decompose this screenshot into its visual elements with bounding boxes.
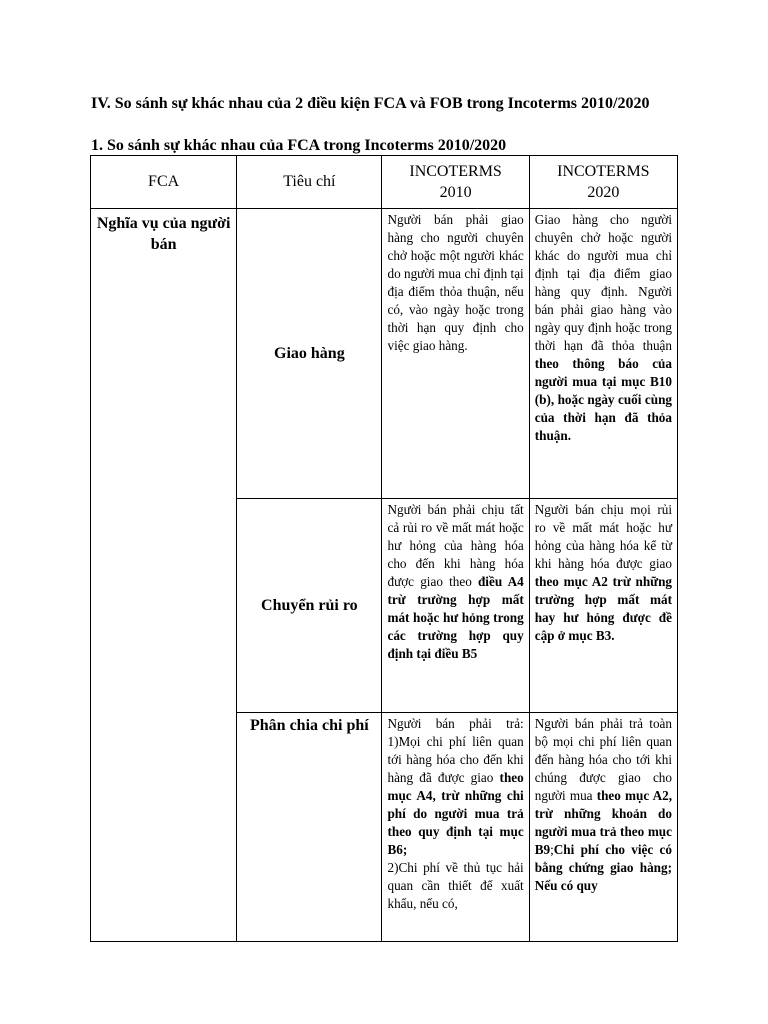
table-row <box>91 209 678 499</box>
cost-2020-separator: ; <box>550 842 554 857</box>
header-fca: FCA <box>91 156 237 209</box>
header-2020-line2: 2020 <box>587 184 620 201</box>
delivery-2020-plain: Giao hàng cho người chuyên chở hoặc người khác do người mua chỉ định tại địa điểm giao hàng quy định. Người bán phải giao hàng vào ngày quy định hoặc trong thời hạn đã thỏa thuận <box>534 212 672 353</box>
risk-2020-text <box>529 499 677 713</box>
cost-2020-bold-2: Chi phí cho việc có bằng chứng giao hàng; Nếu có quy <box>534 842 672 893</box>
risk-2010-bold: điều A4 trừ trường hợp mất mát hoặc hư hỏng trong các trường hợp quy định tại điều B5 <box>387 574 524 661</box>
criterion-delivery: Giao hàng <box>237 209 382 499</box>
delivery-2020-text <box>529 209 677 499</box>
header-2010-line2: 2010 <box>439 184 472 201</box>
section-heading: IV. So sánh sự khác nhau của 2 điều kiện FCA và FOB trong Incoterms 2010/2020 <box>91 95 650 112</box>
cost-2020-bold-1: theo mục A2, trừ những khoản do người mua trả theo mục B9 <box>534 788 672 857</box>
delivery-2020-bold: theo thông báo của người mua tại mục B10 (b), hoặc ngày cuối cùng của thời hạn đã thỏa thuận. <box>534 356 672 443</box>
risk-2010-text <box>382 499 529 713</box>
delivery-2010-text: Người bán phải giao hàng cho người chuyên chở hoặc một người khác do người mua chỉ định tại địa điểm thỏa thuận, nếu có, vào ngày hoặc trong thời hạn quy định cho việc giao hàng. <box>382 209 529 499</box>
cost-2010-p1-plain: Người bán phải trả: 1)Mọi chi phí liên quan tới hàng hóa cho đến khi hàng đã được giao <box>387 716 524 785</box>
criterion-cost-allocation: Phân chia chi phí <box>237 713 382 942</box>
seller-obligations-label: Nghĩa vụ của người bán <box>91 209 237 942</box>
cost-2020-plain: Người bán phải trả toàn bộ mọi chi phí liên quan đến hàng hóa cho tới khi chúng được giao cho người mua <box>534 716 672 803</box>
risk-2010-plain: Người bán phải chịu tất cả rủi ro về mất mát hoặc hư hỏng của hàng hóa cho đến khi hàng hóa được giao theo <box>387 502 524 589</box>
header-criteria: Tiêu chí <box>237 156 382 209</box>
risk-2020-bold: theo mục A2 trừ những trường hợp mất mát hay hư hỏng được đề cập ở mục B3. <box>534 574 672 643</box>
header-incoterms-2020 <box>529 156 677 209</box>
risk-2020-plain: Người bán chịu mọi rủi ro về mất mát hoặc hư hỏng của hàng hóa kể từ khi hàng hóa được giao <box>534 502 672 571</box>
criterion-risk-transfer: Chuyển rủi ro <box>237 499 382 713</box>
cost-2010-p2-plain: 2)Chi phí về thủ tục hải quan cần thiết để xuất khẩu, nếu có, <box>387 860 524 911</box>
comparison-table <box>90 155 678 942</box>
header-2020-line1: INCOTERMS <box>557 163 650 180</box>
header-incoterms-2010 <box>382 156 529 209</box>
subsection-heading: 1. So sánh sự khác nhau của FCA trong Incoterms 2010/2020 <box>91 137 507 154</box>
header-2010-line1: INCOTERMS <box>409 163 502 180</box>
cost-2010-text <box>382 713 529 942</box>
cost-2020-text <box>529 713 677 942</box>
cost-2010-p1-bold: theo mục A4, trừ những chi phí do người mua trả theo quy định tại mục B6; <box>387 770 524 857</box>
table-header-row <box>91 156 678 209</box>
